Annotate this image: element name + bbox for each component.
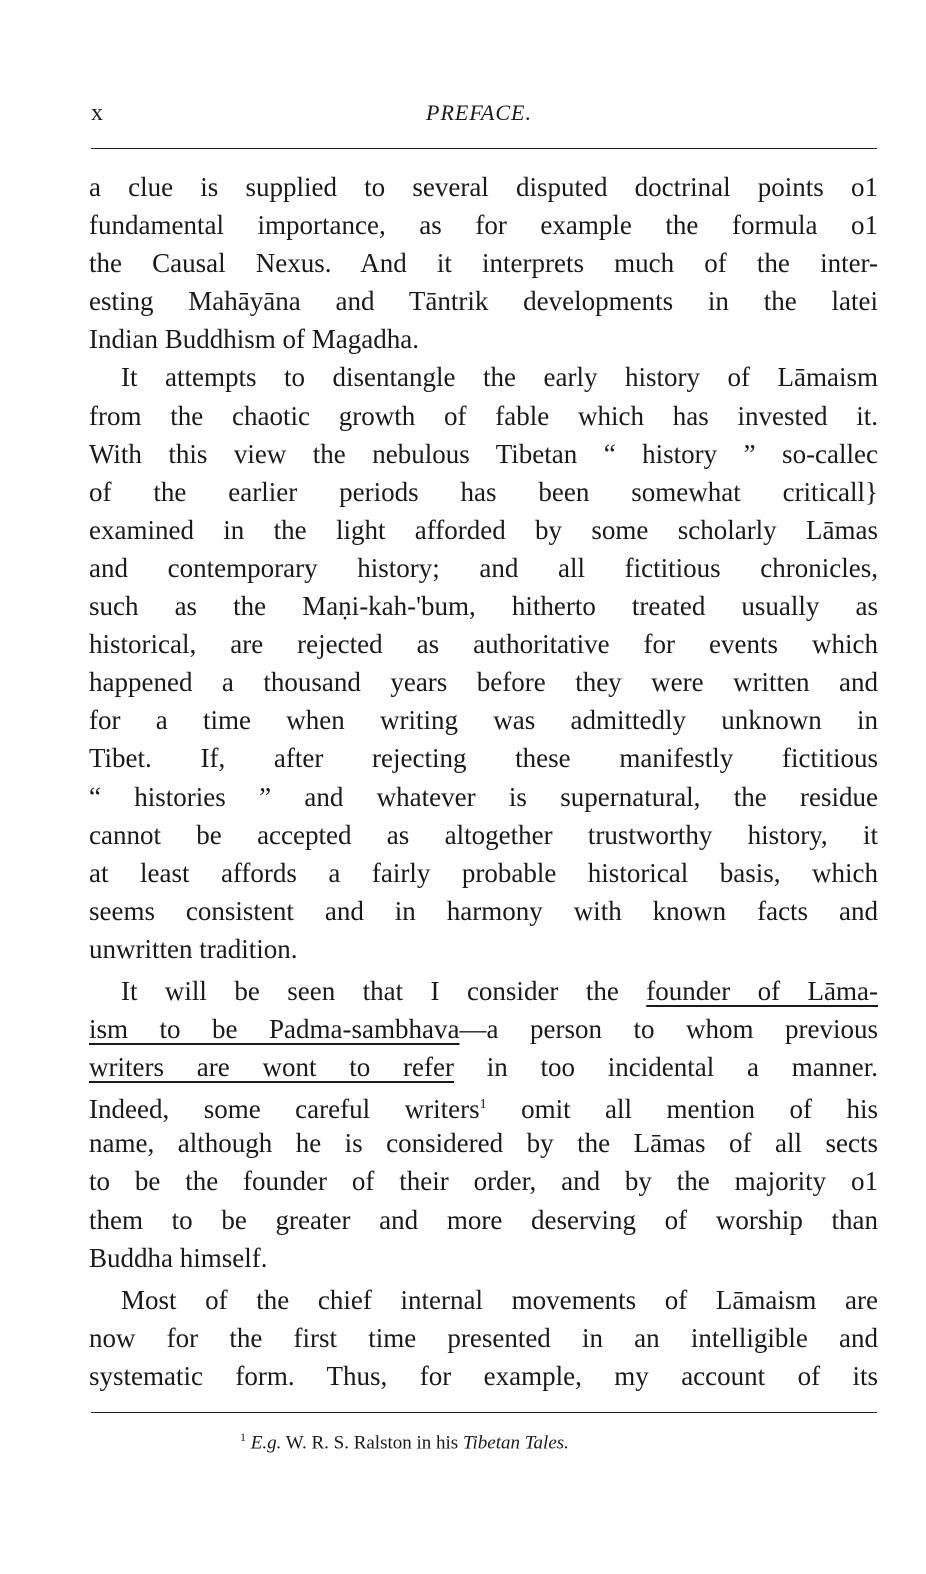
text-line: such as the Maṇi-kah-'bum, hitherto treated usually as (89, 591, 878, 622)
text-line: them to be greater and more deserving of worship than (89, 1204, 878, 1235)
text-line: for a time when writing was admittedly unknown in (89, 705, 878, 736)
text-line (89, 1048, 878, 1086)
text-span: —a person to whom previous (459, 1014, 878, 1045)
text-line: now for the first time presented in an intelligible and (89, 1322, 878, 1353)
footnote (240, 1430, 569, 1454)
text-line: systematic form. Thus, for example, my account of its (89, 1360, 878, 1391)
text-line: at least affords a fairly probable historical basis, which (89, 857, 878, 888)
footnote-ref: 1 (479, 1097, 487, 1113)
text-line: happened a thousand years before they were written and (89, 667, 878, 698)
text-line (89, 1010, 878, 1048)
text-line: cannot be accepted as altogether trustworthy history, it (89, 819, 878, 850)
text-line: Most of the chief internal movements of Lāmaism are (121, 1284, 878, 1315)
footnote-text: W. R. S. Ralston in his (281, 1432, 463, 1454)
running-title: PREFACE. (426, 100, 532, 125)
text-line: name, although he is considered by the Lāmas of all sects (89, 1128, 878, 1159)
text-line: Indian Buddhism of Magadha. (89, 324, 419, 355)
text-line (89, 972, 878, 1010)
text-span: It will be seen that I consider the (121, 975, 619, 1006)
text-line: of the earlier periods has been somewhat criticall} (89, 476, 878, 507)
text-line (89, 1086, 878, 1124)
text-line: historical, are rejected as authoritative for events which (89, 629, 878, 660)
underlined-phrase: founder of Lāma- (646, 975, 878, 1006)
footnote-prefix: E.g. (250, 1432, 282, 1454)
text-line: to be the founder of their order, and by the majority o1 (89, 1166, 878, 1197)
text-line: Tibet. If, after rejecting these manifestly fictitious (89, 743, 878, 774)
text-span: in too incidental a manner. (453, 1052, 878, 1083)
header-rule (91, 148, 877, 149)
text-line: seems consistent and in harmony with known facts and (89, 895, 878, 926)
text-line: examined in the light afforded by some scholarly Lāmas (89, 514, 878, 545)
body-text (89, 168, 878, 1395)
page-number: x (91, 100, 103, 126)
text-line: fundamental importance, as for example the formula o1 (89, 210, 878, 241)
text-span: omit all mention of his (486, 1094, 878, 1125)
text-line: esting Mahāyāna and Tāntrik developments in the latei (89, 286, 878, 317)
text-line: It attempts to disentangle the early history of Lāmaism (121, 362, 878, 393)
text-line: With this view the nebulous Tibetan “ history ” so-callec (89, 438, 878, 469)
footnote-rule (91, 1412, 877, 1413)
text-line: and contemporary history; and all fictitious chronicles, (89, 552, 878, 583)
text-line: a clue is supplied to several disputed doctrinal points o1 (89, 172, 878, 202)
footnote-marker: 1 (240, 1430, 246, 1444)
text-line: from the chaotic growth of fable which has invested it. (89, 400, 878, 431)
footnote-title: Tibetan Tales. (462, 1432, 569, 1454)
text-line: “ histories ” and whatever is supernatural, the residue (89, 781, 878, 812)
underlined-phrase: writers are wont to refer (89, 1052, 454, 1083)
text-line: unwritten tradition. (89, 933, 298, 964)
text-line: Buddha himself. (89, 1242, 268, 1273)
text-span: Indeed, some careful writers (89, 1094, 480, 1125)
underlined-phrase: ism to be Padma-sambhava (89, 1014, 460, 1045)
text-line: the Causal Nexus. And it interprets much of the inter- (89, 248, 878, 279)
page-header (91, 96, 877, 136)
